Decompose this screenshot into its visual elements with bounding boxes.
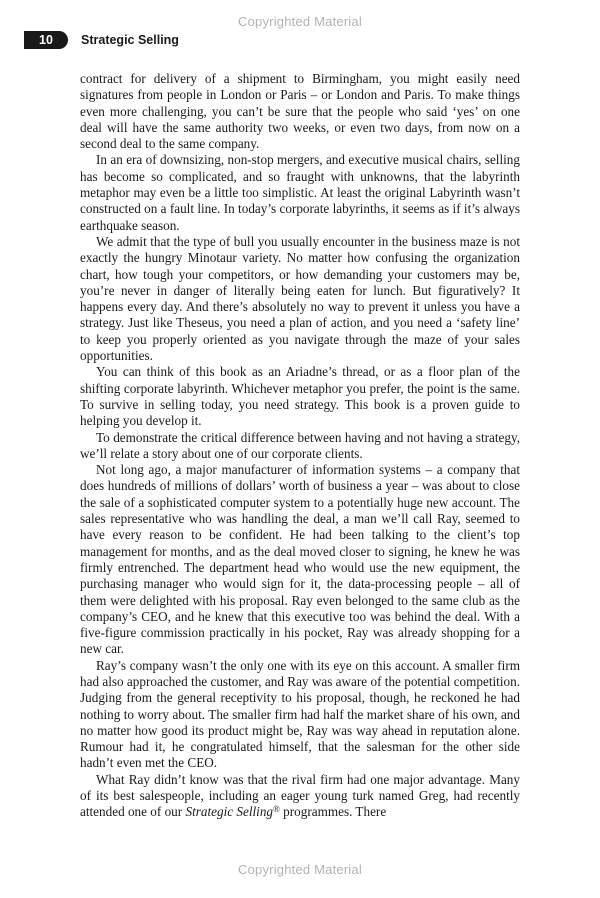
paragraph: contract for delivery of a shipment to Birmingham, you might easily need signatures from people in London or Paris – or London and Paris. To make things even more challenging, you can’t be sure that the people who said ‘yes’ on one deal will have the same authority two weeks, or even two days, from now on a second deal to the same company. [80,71,520,152]
paragraph-text: What Ray didn’t know was that the rival firm had one major advantage. Many of its best salespeople, including an eager young turk named Greg, had recently attended one of our [80,771,520,820]
copyright-watermark-top: Copyrighted Material [238,14,362,29]
book-title: Strategic Selling [185,804,274,820]
registered-mark: ® [273,804,280,815]
paragraph: Not long ago, a major manufacturer of information systems – a company that does hundreds of millions of dollars’ worth of business a year – was about to close the sale of a sophisticated computer system to a potentially huge new account. The sales representative who was handling the deal, a man we’ll call Ray, seemed to have every reason to be confident. He had been talking to the client’s top management for months, and as the deal moved closer to signing, he knew he was firmly entrenched. The department head who would use the new equipment, the purchasing manager who would sign for it, the data-processing people – all of them were delighted with his proposal. Ray even belonged to the same club as the company’s CEO, and he knew that this executive too was behind the deal. With a five-figure commission practically in his pocket, Ray was already shopping for a new car. [80,462,520,657]
copyright-watermark-bottom: Copyrighted Material [238,862,362,877]
paragraph: Ray’s company wasn’t the only one with its eye on this account. A smaller firm had also approached the customer, and Ray was aware of the potential competition. Judging from the general receptivity to his proposal, though, he reckoned he had nothing to worry about. The smaller firm had half the market share of his own, and no matter how good its product might be, Ray was way ahead in reputation alone. Rumour had it, he congratulated himself, that the salesman for the other side hadn’t even met the CEO. [80,657,520,771]
paragraph: You can think of this book as an Ariadne’s thread, or as a floor plan of the shifting corporate labyrinth. Whichever metaphor you prefer, the point is the same. To survive in selling today, you need strategy. This book is a proven guide to helping you develop it. [80,364,520,429]
page-number: 10 [24,31,68,49]
paragraph [80,772,520,821]
body-text [80,71,520,821]
page-header [24,31,179,49]
paragraph: We admit that the type of bull you usually encounter in the business maze is not exactly the hungry Minotaur variety. No matter how confusing the organization chart, how tough your competitors, or how demanding your customers may be, you’re never in danger of literally being eaten for lunch. But figuratively? It happens every day. And there’s absolutely no way to prevent it unless you have a strategy. Just like Theseus, you need a plan of action, and you need a ‘safety line’ to keep you properly oriented as you navigate through the maze of your sales opportunities. [80,233,520,364]
paragraph-text: programmes. There [279,804,387,820]
paragraph: In an era of downsizing, non-stop mergers, and executive musical chairs, selling has become so complicated, and so fraught with unknowns, that the labyrinth metaphor may even be a little too simplistic. At least the original Labyrinth wasn’t constructed on a fault line. In today’s corporate labyrinths, it seems as if it’s always earthquake season. [80,152,520,233]
paragraph: To demonstrate the critical difference between having and not having a strategy, we’ll relate a story about one of our corporate clients. [80,429,520,461]
running-head: Strategic Selling [81,33,179,47]
